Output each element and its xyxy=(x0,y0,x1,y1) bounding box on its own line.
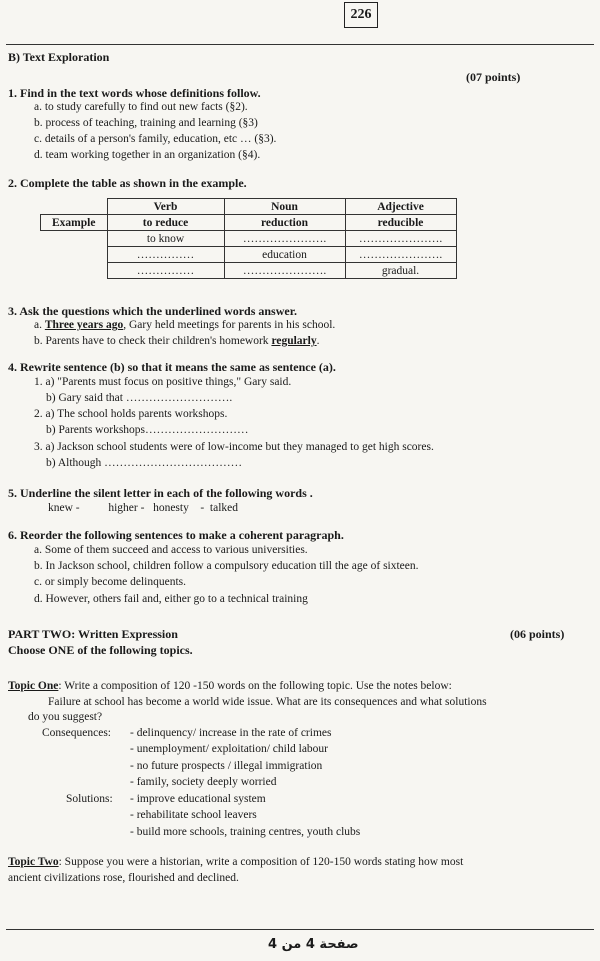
consequence-item: - no future prospects / illegal immigration xyxy=(130,760,323,772)
q3-item-b xyxy=(34,335,319,347)
q5-title: 5. Underline the silent letter in each of the following words . xyxy=(8,486,313,500)
section-title: B) Text Exploration xyxy=(8,50,110,64)
table-header: Noun xyxy=(224,199,345,215)
q6-item: c. or simply become delinquents. xyxy=(34,576,187,588)
table-row xyxy=(41,247,457,263)
table-cell: …………… xyxy=(107,247,224,263)
q6-title: 6. Reorder the following sentences to make a coherent paragraph. xyxy=(8,528,344,542)
topic-one-label: Topic One xyxy=(8,680,59,692)
q6-item: d. However, others fail and, either go to a technical training xyxy=(34,593,308,605)
q4-line: 3. a) Jackson school students were of low-income but they managed to get high scores. xyxy=(34,441,434,453)
part-two-title: PART TWO: Written Expression xyxy=(8,627,178,641)
solution-item: - rehabilitate school leavers xyxy=(130,809,257,821)
solution-item: - improve educational system xyxy=(130,793,266,805)
table-header-row xyxy=(41,199,457,215)
q6-item: b. In Jackson school, children follow a compulsory education till the age of sixteen. xyxy=(34,560,419,572)
table-cell: Example xyxy=(41,215,108,231)
table-row xyxy=(41,231,457,247)
q4-line: 1. a) "Parents must focus on positive things," Gary said. xyxy=(34,376,292,388)
topic-two-label: Topic Two xyxy=(8,856,59,868)
page-number: 226 xyxy=(344,2,378,28)
consequence-item: - family, society deeply worried xyxy=(130,776,277,788)
topic-two-text: : Suppose you were a historian, write a composition of 120-150 words stating how most xyxy=(58,856,464,868)
underlined-words: Three years ago xyxy=(44,319,124,331)
table-cell: to know xyxy=(107,231,224,247)
table-cell: reduction xyxy=(224,215,345,231)
section-points: (07 points) xyxy=(466,70,521,84)
table-header: Adjective xyxy=(345,199,456,215)
consequence-item: - unemployment/ exploitation/ child labour xyxy=(130,743,329,755)
top-divider xyxy=(6,44,594,45)
consequence-item: - delinquency/ increase in the rate of crimes xyxy=(130,727,332,739)
q1-item: b. process of teaching, training and learning (§3) xyxy=(34,117,258,129)
q3-title: 3. Ask the questions which the underlined words answer. xyxy=(8,304,297,318)
table-cell xyxy=(41,199,108,215)
table-cell: reducible xyxy=(345,215,456,231)
q4-line: b) Parents workshops……………………… xyxy=(46,424,249,436)
page-footer: صفحة 4 من 4 xyxy=(268,937,359,952)
table-cell xyxy=(41,247,108,263)
table-cell: …………… xyxy=(107,263,224,279)
bottom-divider xyxy=(6,929,594,930)
q3-item-a xyxy=(34,319,335,331)
part-two-instruction: Choose ONE of the following topics. xyxy=(8,643,193,657)
solution-item: - build more schools, training centres, youth clubs xyxy=(130,826,361,838)
solutions-label: Solutions: xyxy=(66,793,113,805)
topic-one-instructions: : Write a composition of 120 -150 words on the following topic. Use the notes below: xyxy=(58,680,452,692)
table-cell: to reduce xyxy=(107,215,224,231)
table-cell: education xyxy=(224,247,345,263)
part-two-points: (06 points) xyxy=(510,627,565,641)
topic-one-question: Failure at school has become a world wide issue. What are its consequences and what solutions xyxy=(48,696,487,708)
q4-title: 4. Rewrite sentence (b) so that it means the same as sentence (a). xyxy=(8,360,336,374)
table-cell: …………………. xyxy=(345,247,456,263)
table-row xyxy=(41,215,457,231)
topic-two-line xyxy=(8,856,463,868)
q1-item: c. details of a person's family, education, etc … (§3). xyxy=(34,133,277,145)
table-cell: gradual. xyxy=(345,263,456,279)
q3-a-prefix: a. xyxy=(34,319,45,331)
table-cell xyxy=(41,263,108,279)
word-table xyxy=(40,198,457,279)
q6-item: a. Some of them succeed and access to various universities. xyxy=(34,544,308,556)
table-cell: …………………. xyxy=(224,231,345,247)
table-row xyxy=(41,263,457,279)
consequences-label: Consequences: xyxy=(42,727,111,739)
topic-one-intro xyxy=(8,680,452,692)
q1-item: d. team working together in an organization (§4). xyxy=(34,149,261,161)
underlined-words: regularly xyxy=(271,335,317,347)
q3-b-suffix: . xyxy=(316,335,320,347)
q5-words: knew - higher - honesty - talked xyxy=(48,502,239,514)
q1-title: 1. Find in the text words whose definitions follow. xyxy=(8,86,261,100)
table-cell: …………………. xyxy=(224,263,345,279)
q4-line: b) Gary said that ………………………. xyxy=(46,392,233,404)
q3-b-prefix: b. Parents have to check their children's homework xyxy=(34,335,272,347)
q4-line: b) Although ……………………………… xyxy=(46,457,243,469)
q2-title: 2. Complete the table as shown in the example. xyxy=(8,176,247,190)
q1-item: a. to study carefully to find out new facts (§2). xyxy=(34,101,248,113)
topic-one-question-cont: do you suggest? xyxy=(28,711,103,723)
table-cell xyxy=(41,231,108,247)
q4-line: 2. a) The school holds parents workshops. xyxy=(34,408,228,420)
q3-a-rest: , Gary held meetings for parents in his school. xyxy=(123,319,336,331)
table-cell: …………………. xyxy=(345,231,456,247)
table-header: Verb xyxy=(107,199,224,215)
topic-two-text-cont: ancient civilizations rose, flourished and declined. xyxy=(8,872,239,884)
